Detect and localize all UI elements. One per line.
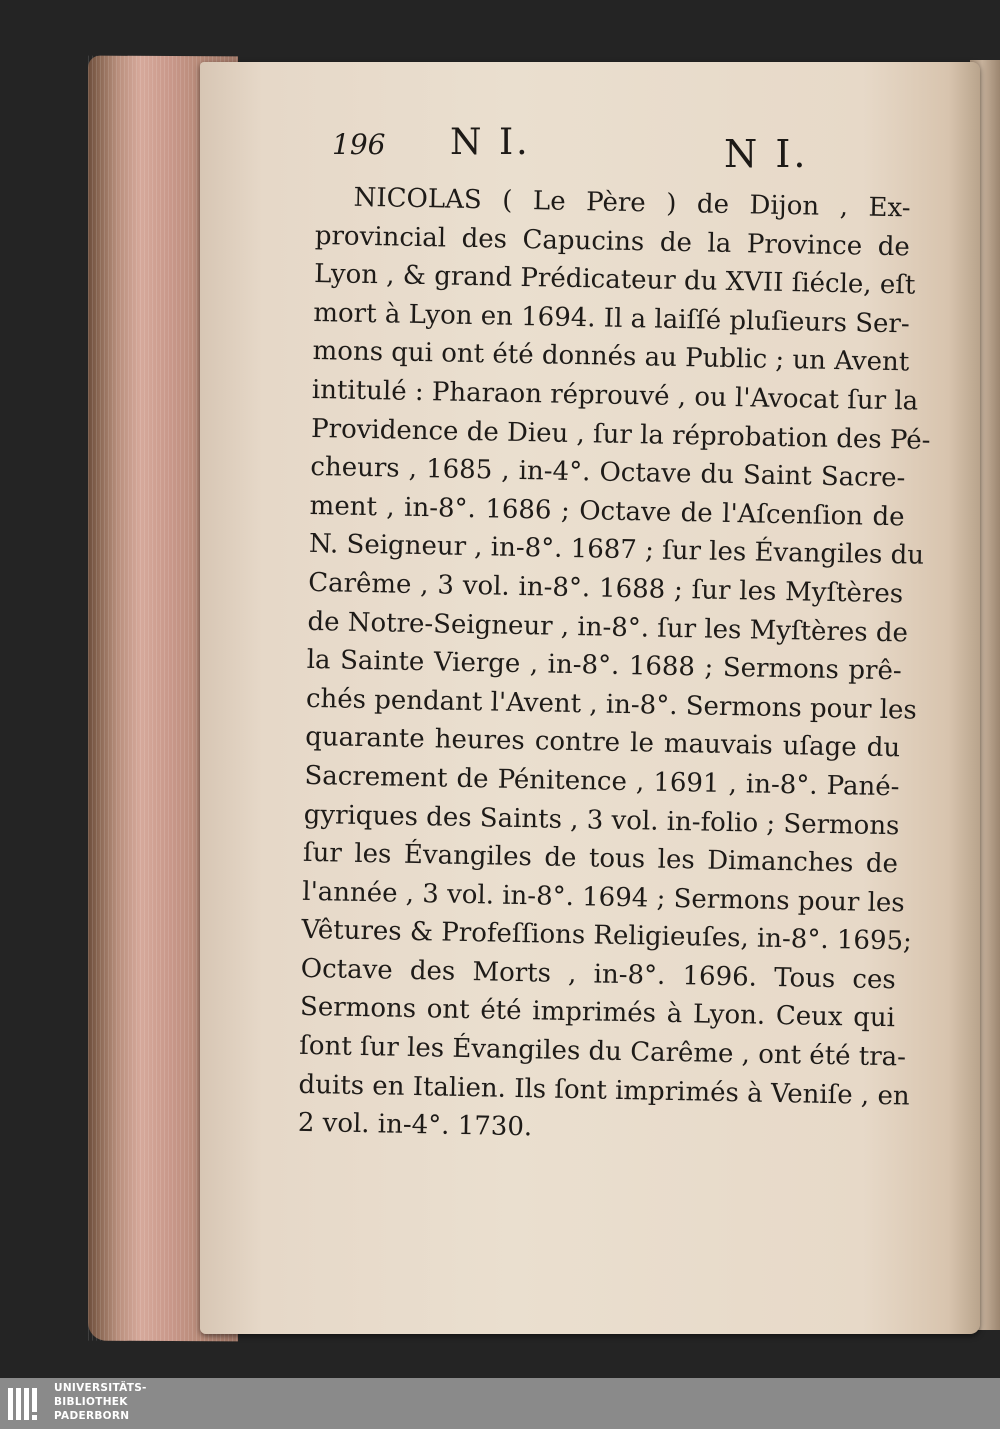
text-line: l'année , 3 vol. in-8°. 1694 ; Sermons pour les <box>302 876 905 919</box>
library-name-line: PADERBORN <box>54 1410 130 1422</box>
text-line: ment , in-8°. 1686 ; Octave de l'Aſcenſion de <box>309 490 905 533</box>
text-line: la Sainte Vierge , in-8°. 1688 ; Sermons prê- <box>306 645 902 687</box>
text-line: de Notre-Seigneur , in-8°. ſur les Myſtères de <box>307 606 909 648</box>
text-line: quarante heures contre le mauvais uſage du <box>304 722 901 764</box>
text-line: mort à Lyon en 1694. Il a laiſſé pluſieurs Ser- <box>313 297 910 340</box>
library-logo-icon <box>8 1384 46 1424</box>
text-line: N. Seigneur , in-8°. 1687 ; ſur les Évangiles du <box>308 529 925 572</box>
library-name-line: UNIVERSITÄTS- <box>54 1382 147 1394</box>
text-line: Lyon , & grand Prédicateur du XVII ſiécle, eſt <box>313 259 916 301</box>
text-line: ſont ſur les Évangiles du Carême , ont été tra- <box>299 1030 907 1073</box>
running-head-left: N I. <box>450 122 531 163</box>
text-line: mons qui ont été donnés au Public ; un Avent <box>312 336 910 378</box>
library-name <box>54 1381 147 1423</box>
text-line: chés pendant l'Avent , in-8°. Sermons pour les <box>305 683 918 726</box>
text-line: Vêtures & Profeſſions Religieuſes, in-8°. 1695; <box>301 915 913 957</box>
library-footer-bar <box>0 1378 1000 1429</box>
running-head-right: N I. <box>724 132 809 176</box>
text-line: 2 vol. in-4°. 1730. <box>297 1108 533 1143</box>
text-line: NICOLAS ( Le Père ) de Dijon , Ex- <box>353 182 911 224</box>
text-line: Carême , 3 vol. in-8°. 1688 ; ſur les Myſtères <box>307 567 904 610</box>
entry-body-text <box>297 178 931 1154</box>
text-line: cheurs , 1685 , in-4°. Octave du Saint Sacre- <box>310 452 906 494</box>
text-line: intitulé : Pharaon réprouvé , ou l'Avocat ſur la <box>311 374 919 417</box>
library-name-line: BIBLIOTHEK <box>54 1396 128 1408</box>
text-line: gyriques des Saints , 3 vol. in-folio ; Sermons <box>303 799 900 841</box>
text-line: duits en Italien. Ils ſont imprimés à Veniſe , en <box>298 1069 910 1112</box>
page-number: 196 <box>332 128 386 161</box>
text-line: Octave des Morts , in-8°. 1696. Tous ces <box>300 953 896 996</box>
text-line: ſur les Évangiles de tous les Dimanches de <box>302 837 899 880</box>
text-line: Providence de Dieu , ſur la réprobation des Pé- <box>310 413 931 456</box>
text-line: Sermons ont été imprimés à Lyon. Ceux qui <box>299 992 896 1034</box>
text-line: provincial des Capucins de la Province de <box>314 220 911 263</box>
page-header <box>332 122 932 176</box>
text-line: Sacrement de Pénitence , 1691 , in-8°. Pané- <box>304 760 900 803</box>
